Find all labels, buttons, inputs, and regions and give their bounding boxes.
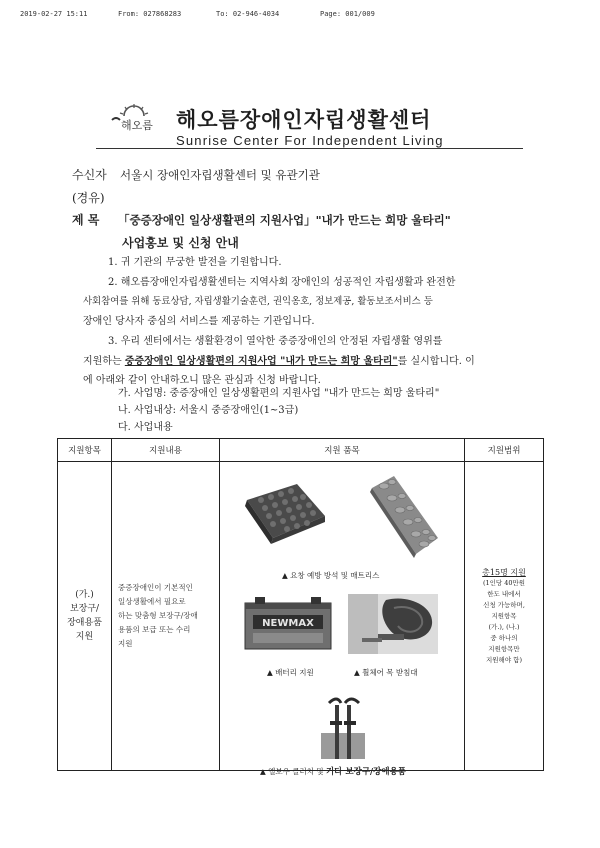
item-na: 나. 사업내상: 서울시 중증장애인(1~3급) xyxy=(118,405,299,416)
range-line: 지원항목 xyxy=(491,611,517,620)
category-line: 장애용품 xyxy=(67,618,102,628)
logo-text: 해오름 xyxy=(121,119,153,132)
crutch-photo xyxy=(317,697,369,759)
content-line: 용품의 보급 또는 수리 xyxy=(118,625,191,634)
table-row xyxy=(58,462,544,771)
range-line: (가.), (나.) xyxy=(488,622,520,631)
paragraph-2-line-2: 사회참여를 위해 동료상담, 자립생활기술훈련, 권익옹호, 정보제공, 활동보조서비스 등 xyxy=(83,296,433,307)
range-line: 신청 가능하며, xyxy=(483,600,525,609)
range-line: 지원항목만 xyxy=(488,644,520,653)
paragraph-2-line-3: 장애인 당사자 중심의 서비스를 제공하는 기관입니다. xyxy=(83,316,315,327)
fax-page: Page: 001/009 xyxy=(320,10,375,18)
content-line: 일상생활에서 필요로 xyxy=(118,597,186,606)
p3-post: 를 실시합니다. 이 xyxy=(397,356,475,367)
content-cell xyxy=(112,462,220,771)
recipient-value: 서울시 장애인자립생활센터 및 유관기관 xyxy=(120,168,320,182)
fax-from: From: 027868283 xyxy=(118,10,182,18)
item-da: 다. 사업내용 xyxy=(118,422,173,433)
org-name-korean: 해오름장애인자립생활센터 xyxy=(176,108,432,132)
battery-brand: NEWMAX xyxy=(262,618,314,629)
category-line: 보장구/ xyxy=(69,604,100,614)
mattress-caption: ▲ 요창 예방 방석 및 매트리스 xyxy=(282,571,380,580)
support-table xyxy=(57,438,544,777)
subject-line-2: 사업홍보 및 신청 안내 xyxy=(122,236,239,250)
header-cell: 지원범위 xyxy=(465,439,544,462)
headrest-caption: ▲ 휠체어 목 받침대 xyxy=(354,668,418,677)
header-cell: 지원내용 xyxy=(112,439,220,462)
table-header-row xyxy=(58,439,544,462)
letterhead-divider xyxy=(96,148,523,149)
crutch-caption xyxy=(260,759,406,778)
paragraph-3-line-3: 에 아래와 같이 안내하오니 많은 관심과 신청 바랍니다. xyxy=(83,375,321,386)
subject-label: 제 목 xyxy=(72,213,100,227)
paragraph-1: 1. 귀 기관의 무궁한 발전을 기원합니다. xyxy=(108,257,282,268)
crutch-caption-emphasis: 기타 보장구/장애용품 xyxy=(326,767,406,777)
header-cell: 지원항목 xyxy=(58,439,112,462)
crutch-caption-text: ▲ 엘보우 클러치 및 xyxy=(260,767,327,776)
range-line: (1인당 40만원 xyxy=(482,578,526,587)
range-line: 지원해야 함) xyxy=(486,655,522,664)
center-logo xyxy=(110,104,164,134)
range-cell xyxy=(465,462,544,771)
item-ga: 가. 사업명: 중증장애인 일상생활편의 지원사업 "내가 만드는 희망 울타리" xyxy=(118,388,440,399)
sunrise-logo-icon xyxy=(110,104,164,134)
via-label: (경유) xyxy=(72,191,105,205)
category-line: 지원 xyxy=(75,632,94,642)
category-cell xyxy=(58,462,112,771)
headrest-photo xyxy=(348,594,438,654)
paragraph-2-line-1: 2. 해오름장애인자립생활센터는 지역사회 장애인의 성공적인 자립생활과 완전한 xyxy=(108,277,456,288)
program-name-emphasis: 중증장애인 일상생활편의 지원사업 "내가 만드는 희망 울타리" xyxy=(124,356,398,367)
content-line: 지원 xyxy=(118,639,133,648)
recipient-label: 수신자 xyxy=(72,168,107,182)
fax-date: 2019-02-27 15:11 xyxy=(20,10,88,18)
header-cell: 지원 품목 xyxy=(220,439,465,462)
fax-to: To: 02-946-4034 xyxy=(216,10,280,18)
battery-photo xyxy=(243,595,335,651)
content-line: 중증장애인이 기본적인 xyxy=(118,583,193,592)
range-line: 한도 내에서 xyxy=(487,589,521,598)
range-total: 총15명 지원 xyxy=(482,567,526,577)
cushion-photo xyxy=(241,478,329,546)
battery-caption: ▲ 배터리 지원 xyxy=(267,668,314,677)
content-line: 하는 맞춤형 보장구/장애 xyxy=(118,611,198,620)
category-line: (가.) xyxy=(75,590,94,600)
p3-pre: 지원하는 xyxy=(83,356,125,367)
range-line: 중 하나의 xyxy=(490,633,518,642)
subject-line-1: 「중증장애인 일상생활편의 지원사업」"내가 만드는 희망 울타리" xyxy=(118,213,451,227)
mattress-photo xyxy=(362,472,442,558)
items-cell xyxy=(220,462,465,777)
org-name-english: Sunrise Center For Independent Living xyxy=(176,133,444,148)
paragraph-3-line-2 xyxy=(83,352,475,367)
paragraph-3-line-1: 3. 우리 센터에서는 생활환경이 열악한 중증장애인의 안정된 자립생활 영위를 xyxy=(108,336,443,347)
